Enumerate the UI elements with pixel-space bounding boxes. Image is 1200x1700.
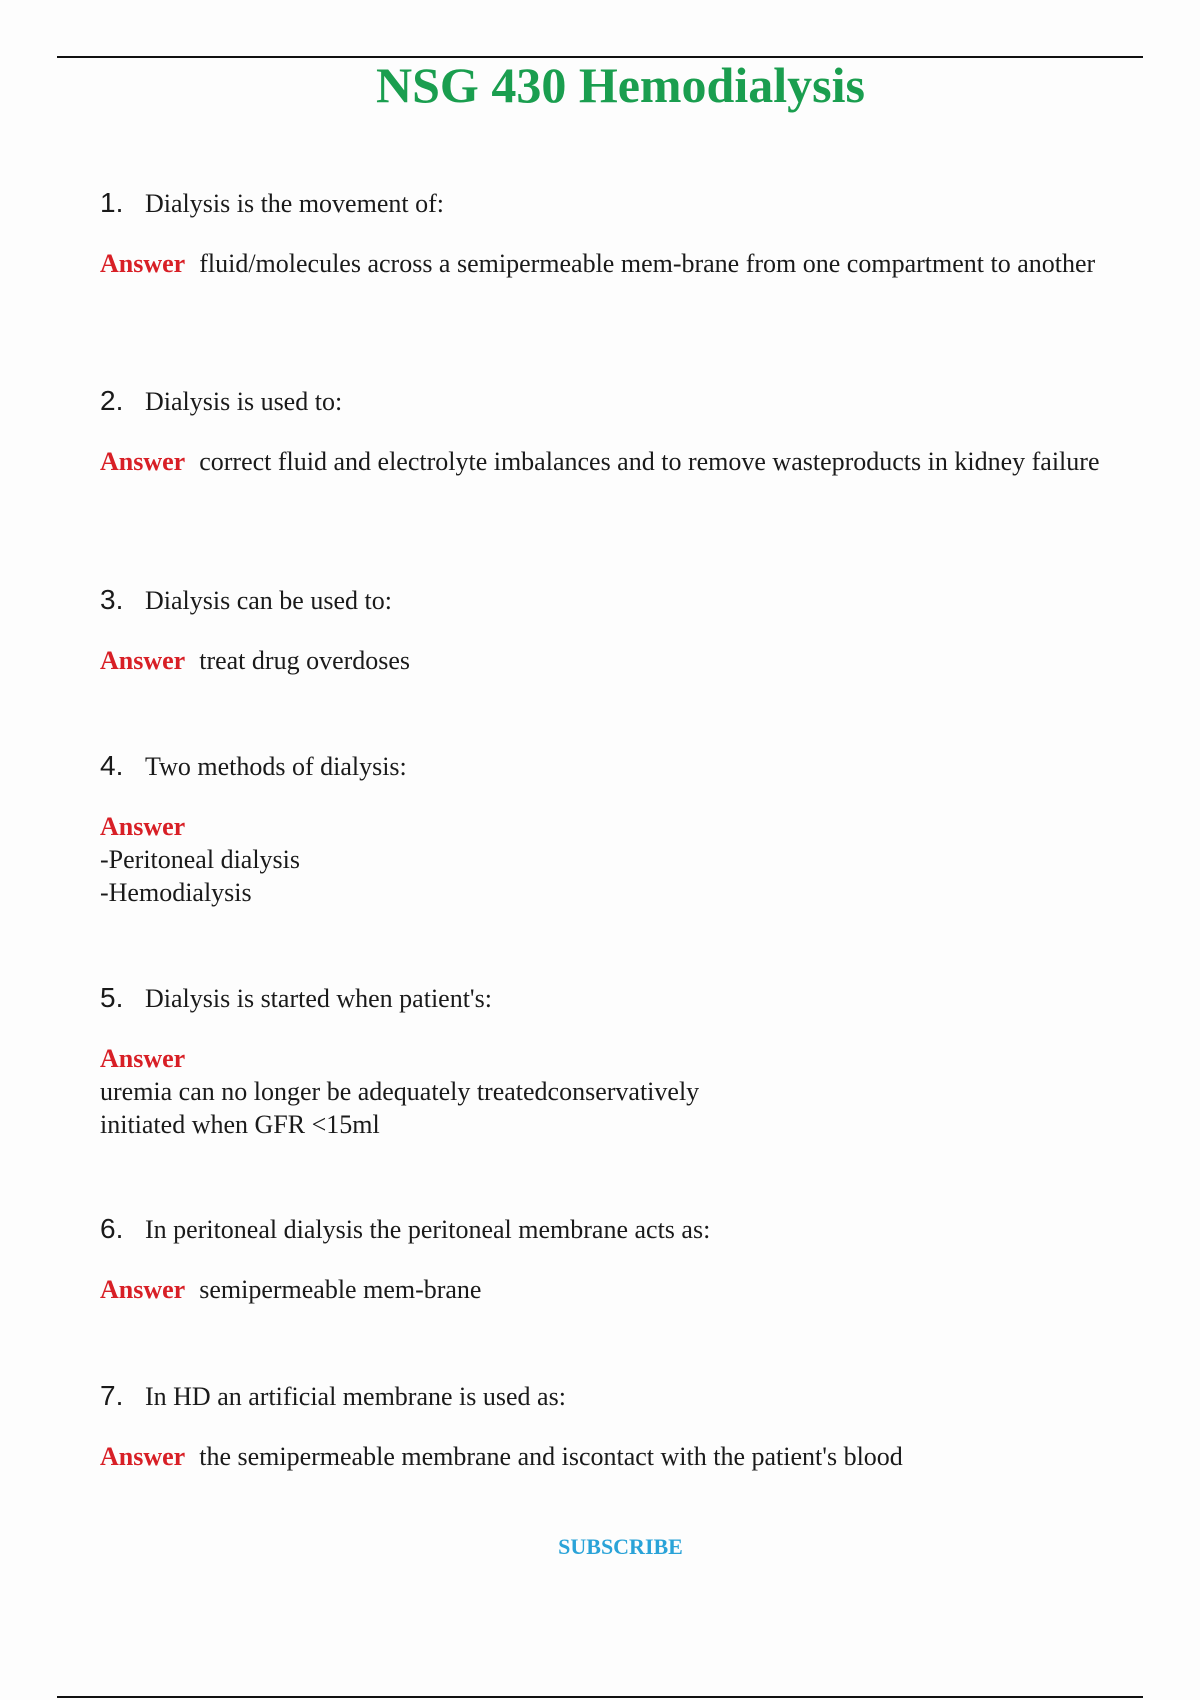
question-text: In peritoneal dialysis the peritoneal membrane acts as: xyxy=(145,1215,711,1244)
question-number: 1. xyxy=(100,187,124,218)
question-text: Dialysis can be used to: xyxy=(145,586,392,615)
question-number: 2. xyxy=(100,385,124,416)
qa-item-7 xyxy=(100,1379,1100,1473)
answer-label: Answer xyxy=(100,1442,186,1471)
qa-item-2 xyxy=(100,384,1100,478)
answer-line: -Hemodialysis xyxy=(100,878,252,907)
question-number: 6. xyxy=(100,1213,124,1244)
qa-item-1 xyxy=(100,186,1100,280)
answer xyxy=(100,644,1100,677)
question-text: In HD an artificial membrane is used as: xyxy=(145,1382,566,1411)
answer xyxy=(100,1042,1100,1141)
answer-text: fluid/molecules across a semipermeable mem-brane from one compartment to another xyxy=(199,249,1096,278)
question xyxy=(100,384,1100,419)
answer-label: Answer xyxy=(100,646,186,675)
question xyxy=(100,1212,1100,1247)
answer-line: initiated when GFR <15ml xyxy=(100,1110,380,1139)
question xyxy=(100,981,1100,1016)
qa-item-5 xyxy=(100,981,1100,1141)
subscribe-link[interactable]: SUBSCRIBE xyxy=(558,1534,683,1559)
question xyxy=(100,749,1100,784)
question xyxy=(100,1379,1100,1414)
answer-text: treat drug overdoses xyxy=(199,646,411,675)
answer-label: Answer xyxy=(100,1044,186,1073)
answer xyxy=(100,445,1100,478)
answer xyxy=(100,1440,1100,1473)
document-title: NSG 430 Hemodialysis xyxy=(376,57,865,113)
bottom-rule xyxy=(57,1696,1143,1698)
question-text: Dialysis is started when patient's: xyxy=(145,984,492,1013)
answer-label: Answer xyxy=(100,812,186,841)
question-number: 3. xyxy=(100,584,124,615)
question-text: Dialysis is the movement of: xyxy=(145,189,444,218)
answer-line: uremia can no longer be adequately treatedconservatively xyxy=(100,1077,700,1106)
question-number: 5. xyxy=(100,982,124,1013)
answer-text: correct fluid and electrolyte imbalances and to remove wasteproducts in kidney failure xyxy=(199,447,1100,476)
answer-label: Answer xyxy=(100,447,186,476)
question-text: Dialysis is used to: xyxy=(145,387,343,416)
answer-label: Answer xyxy=(100,1275,186,1304)
answer-line: -Peritoneal dialysis xyxy=(100,845,301,874)
question xyxy=(100,186,1100,221)
answer-label: Answer xyxy=(100,249,186,278)
question-number: 7. xyxy=(100,1380,124,1411)
question xyxy=(100,583,1100,618)
answer xyxy=(100,247,1100,280)
qa-item-3 xyxy=(100,583,1100,677)
question-text: Two methods of dialysis: xyxy=(145,752,407,781)
qa-item-6 xyxy=(100,1212,1100,1306)
qa-item-4 xyxy=(100,749,1100,909)
question-number: 4. xyxy=(100,750,124,781)
answer xyxy=(100,810,1100,909)
answer-text: the semipermeable membrane and iscontact with the patient's blood xyxy=(199,1442,903,1471)
answer xyxy=(100,1273,1100,1306)
answer-text: semipermeable mem-brane xyxy=(199,1275,482,1304)
